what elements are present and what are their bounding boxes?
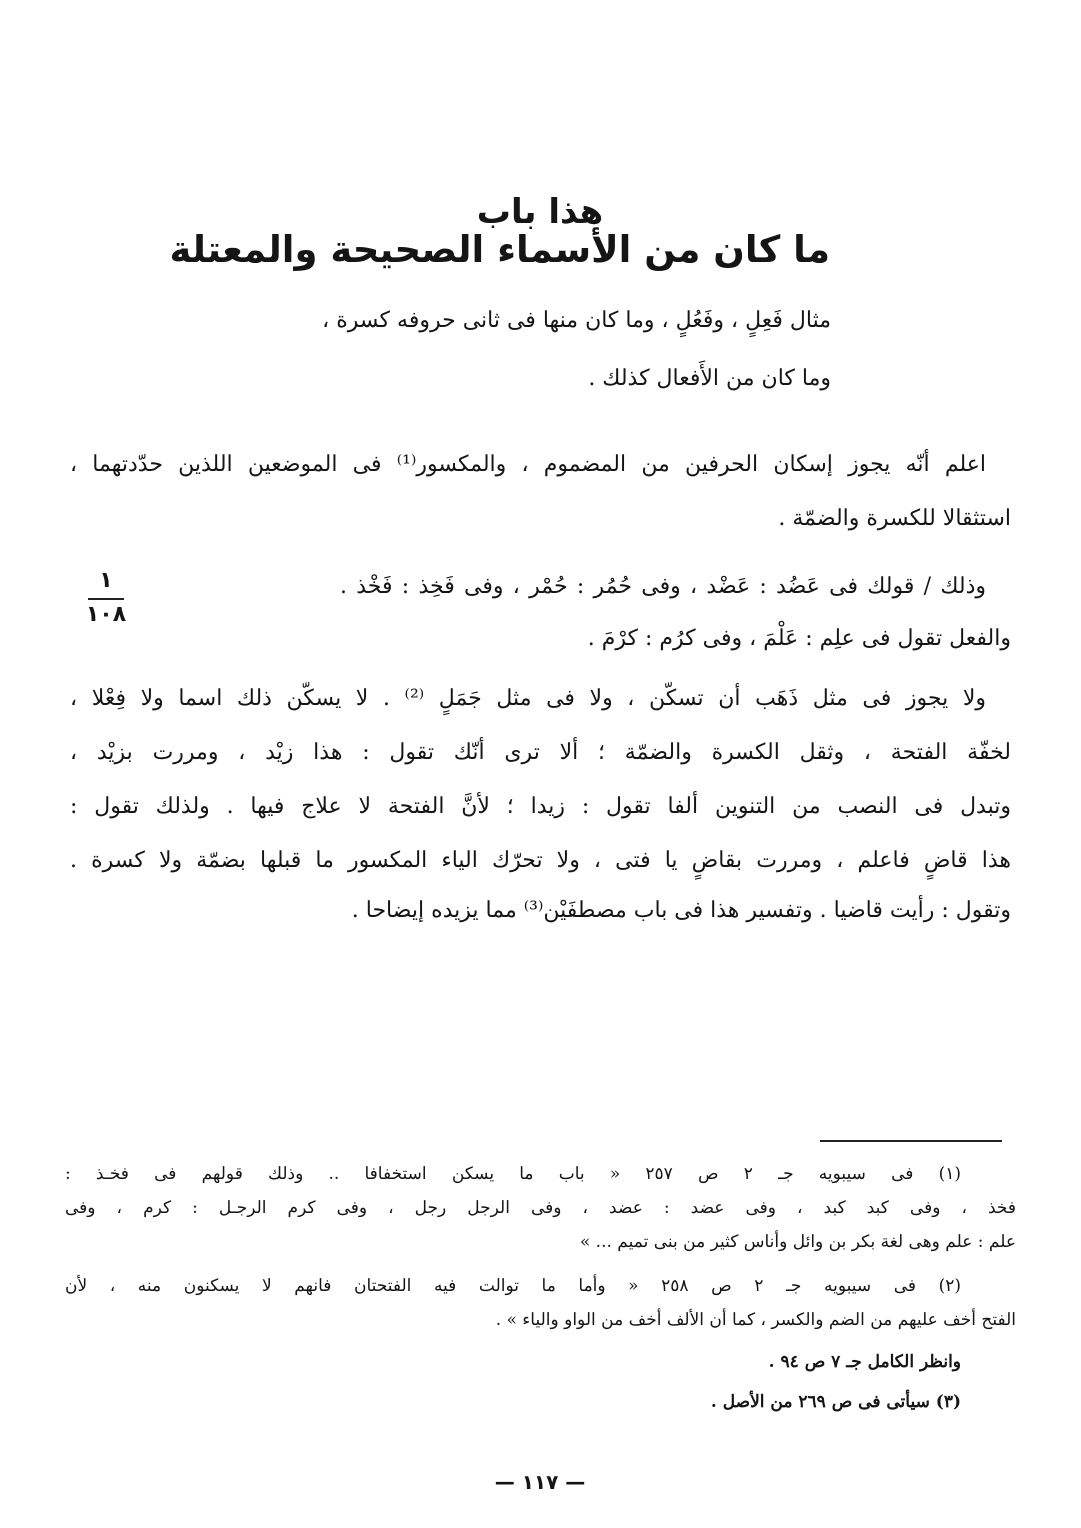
margin-folio-bottom: ١٠٨ (85, 602, 127, 627)
margin-folio-rule (88, 598, 124, 600)
footnote-2-line-1: (٢) فى سيبويه جـ ٢ ص ٢٥٨ « وأما ما توالت فيه الفتحتان فانهم لا يسكنون منه ، لأن (65, 1276, 961, 1296)
body-line-6: لخفّة الفتحة ، وثقل الكسرة والضمّة ؛ ألا ترى أنّك تقول : هذا زيْد ، ومررت بزيْد ، (70, 740, 1011, 765)
body-line-8: هذا قاضٍ فاعلم ، ومررت بقاضٍ يا فتى ، ولا تحرّك الياء المكسور ما قبلها بضمّة ولا كسرة . (70, 848, 1011, 873)
body-line-4: والفعل تقول فى علِم : عَلْمَ ، وفى كرُم : كرْمَ . (587, 626, 1011, 651)
footnote-2-line-2: الفتح أخف عليهم من الضم والكسر ، كما أن الألف أخف من الواو والياء » . (495, 1310, 1016, 1330)
subtitle-line2: وما كان من الأَفعال كذلك . (588, 366, 831, 391)
body-line-9: وتقول : رأيت قاضيا . وتفسير هذا فى باب مصطفَيْن⁽³⁾ مما يزيده إيضاحا . (351, 898, 1011, 923)
body-line-1: اعلم أنّه يجوز إسكان الحرفين من المضموم ، والمكسور⁽¹⁾ فى الموضعين اللذين حدّدتهما ، (70, 452, 986, 477)
footnote-1-line-2: فخذ ، وفى كبد كبد ، وفى عضد : عضد ، وفى الرجل رجل ، وفى كرم الرجـل : كرم ، وفى (65, 1198, 1016, 1218)
footnote-separator (820, 1140, 1002, 1142)
footnote-1-line-1: (١) فى سيبويه جـ ٢ ص ٢٥٧ « باب ما يسكن استخفافا .. وذلك قولهم فى فخـذ : (65, 1164, 961, 1184)
body-line-3: وذلك / قولك فى عَضُد : عَضْد ، وفى حُمُر : حُمْر ، وفى فَخِذ : فَخْذ . (340, 574, 986, 599)
body-line-2: استثقالا للكسرة والضمّة . (778, 506, 1011, 531)
chapter-heading-line1: هذا باب (476, 192, 604, 232)
subtitle-line1: مثال فَعِلٍ ، وفَعُلٍ ، وما كان منها فى ثانى حروفه كسرة ، (322, 308, 831, 333)
footnote-1-line-3: علم : علم وهى لغة بكر بن وائل وأناس كثير من بنى تميم ... » (579, 1232, 1016, 1252)
page-number: — ١١٧ — (494, 1470, 586, 1494)
margin-folio-top: ١ (99, 568, 113, 593)
body-line-5: ولا يجوز فى مثل ذَهَب أن تسكّن ، ولا فى مثل جَمَلٍ ⁽²⁾ . لا يسكّن ذلك اسما ولا فِعْلا ، (70, 686, 986, 711)
footnote-3-line-1: (٣) سيأتى فى ص ٢٦٩ من الأصل . (710, 1392, 961, 1412)
chapter-heading-line2: ما كان من الأسماء الصحيحة والمعتلة (169, 228, 830, 271)
footnote-2-line-3: وانظر الكامل جـ ٧ ص ٩٤ . (768, 1352, 961, 1372)
body-line-7: وتبدل فى النصب من التنوين ألفا تقول : زيدا ؛ لأنَّ الفتحة لا علاج فيها . ولذلك تقول : (70, 794, 1011, 819)
